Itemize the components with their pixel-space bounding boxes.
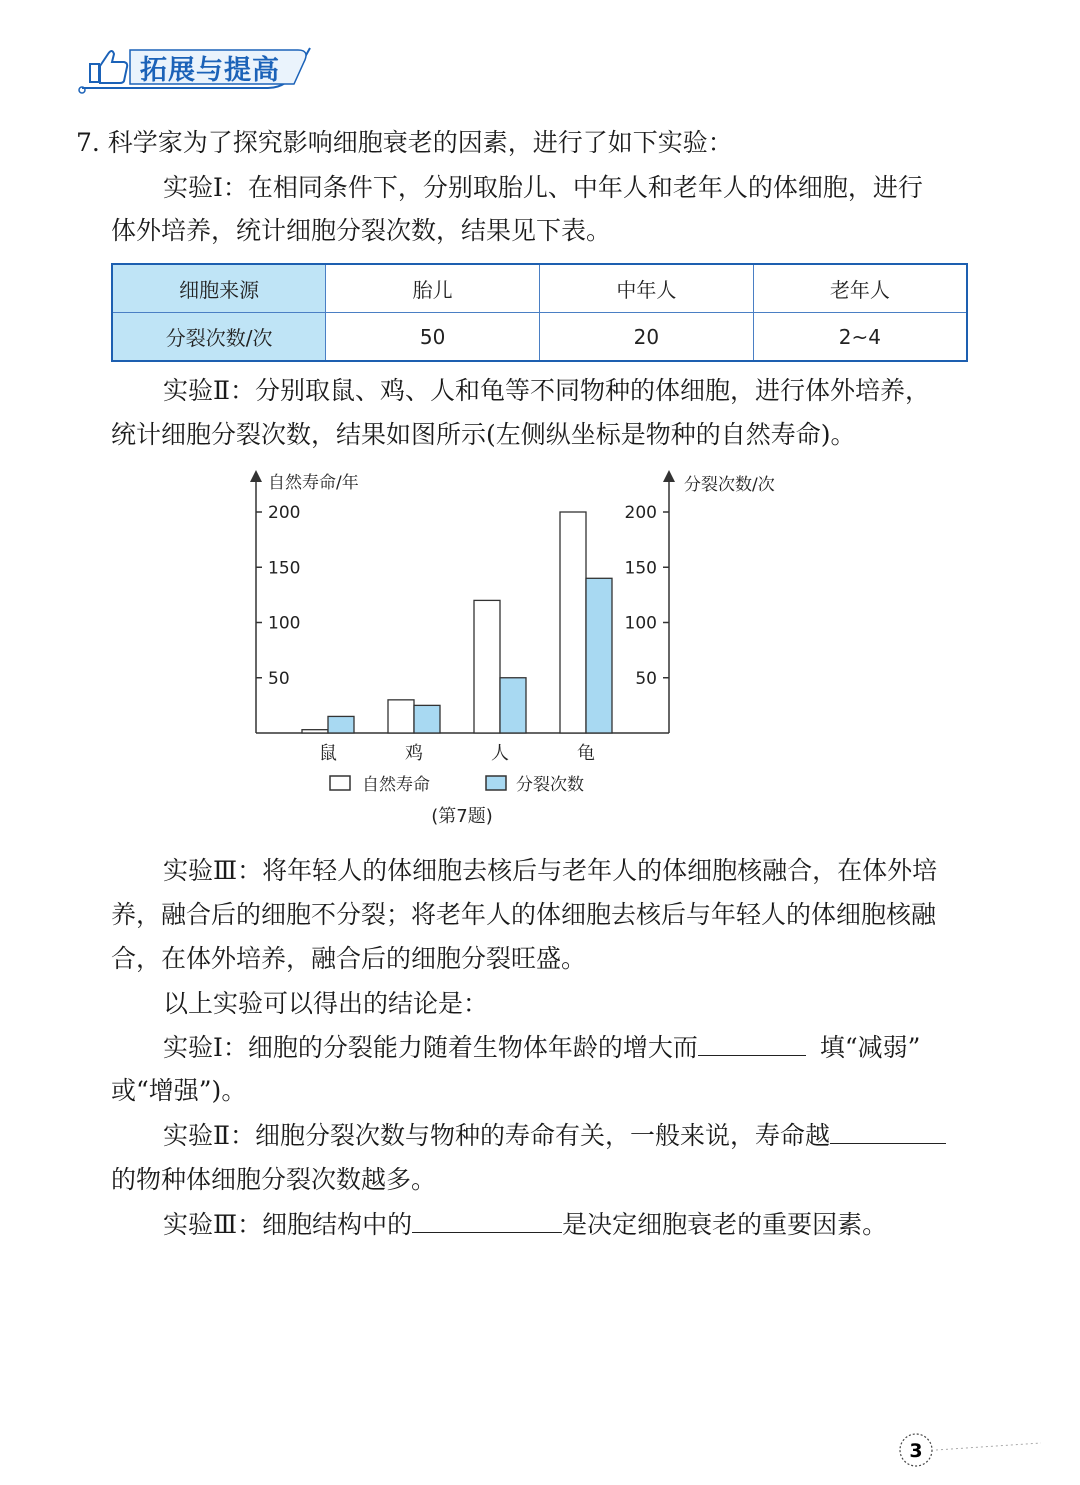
conclusion-2 [163, 1119, 946, 1153]
y-tick-right-label: 150 [624, 558, 657, 579]
category-label: 鼠 [319, 743, 337, 764]
y-tick-left-label: 50 [268, 668, 290, 689]
table-row-header: 细胞来源 [112, 264, 326, 313]
y-axis-right-label: 分裂次数/次 [684, 475, 775, 495]
y-tick-right-label: 100 [624, 613, 657, 634]
table-cell: 50 [326, 313, 540, 362]
conclusion-1-line2: 或“增强”)。 [111, 1076, 247, 1105]
answer-blank-3[interactable] [412, 1208, 562, 1233]
answer-blank-1[interactable] [698, 1031, 806, 1056]
conclusion-1-text: 实验Ⅰ：细胞的分裂能力随着生物体年龄的增大而 [163, 1033, 698, 1062]
section-title: 拓展与提高 [140, 55, 280, 86]
exp2-line1: 实验Ⅱ：分别取鼠、鸡、人和龟等不同物种的体细胞，进行体外培养， [163, 376, 930, 405]
table-row [112, 264, 967, 313]
answer-blank-2[interactable] [830, 1119, 946, 1144]
exp1-line2: 体外培养，统计细胞分裂次数，结果见下表。 [111, 216, 612, 245]
bar-lifespan-3 [560, 512, 586, 733]
y-tick-right-label: 200 [624, 503, 657, 523]
y-tick-left-label: 100 [268, 613, 301, 634]
y-tick-left-label: 150 [268, 558, 301, 579]
figure-caption: (第7题) [431, 806, 493, 827]
thumbs-up-icon [90, 51, 127, 83]
table-cell: 2~4 [753, 313, 967, 362]
chart-legend [330, 775, 584, 795]
legend-swatch-lifespan [330, 776, 350, 790]
exp3-line3: 合，在体外培养，融合后的细胞分裂旺盛。 [111, 944, 587, 973]
conclusion-3 [163, 1208, 887, 1242]
exp3-line1: 实验Ⅲ：将年轻人的体细胞去核后与老年人的体细胞核融合，在体外培 [163, 856, 938, 885]
bar-divisions-0 [328, 716, 354, 733]
bar-lifespan-1 [388, 700, 414, 733]
exp3-line2: 养，融合后的细胞不分裂；将老年人的体细胞去核后与年轻人的体细胞核融 [111, 900, 937, 929]
page-number-badge [898, 1432, 934, 1468]
y-axis-left-label: 自然寿命/年 [268, 473, 359, 493]
page-number: 3 [909, 1440, 923, 1462]
conclusion-3-text-end: 是决定细胞衰老的重要因素。 [562, 1210, 888, 1239]
legend-swatch-divisions [486, 776, 506, 790]
category-label: 鸡 [405, 743, 423, 764]
legend-label-divisions: 分裂次数 [516, 775, 584, 795]
table-header-cell: 胎儿 [326, 264, 540, 313]
category-label: 龟 [577, 743, 595, 764]
table-row [112, 313, 967, 362]
table-cell: 20 [540, 313, 754, 362]
bar-lifespan-2 [474, 600, 500, 733]
table-header-cell: 中年人 [540, 264, 754, 313]
conclusion-2-text: 实验Ⅱ：细胞分裂次数与物种的寿命有关，一般来说，寿命越 [163, 1121, 830, 1150]
category-label: 人 [491, 743, 509, 764]
table-header-cell: 老年人 [753, 264, 967, 313]
conclusion-2-line2: 的物种体细胞分裂次数越多。 [111, 1165, 437, 1194]
exp2-line2: 统计细胞分裂次数，结果如图所示(左侧纵坐标是物种的自然寿命)。 [111, 420, 856, 449]
bar-divisions-3 [586, 578, 612, 733]
page-number-trail [936, 1440, 1046, 1460]
exp1-line1: 实验Ⅰ：在相同条件下，分别取胎儿、中年人和老年人的体细胞，进行 [163, 173, 923, 202]
conclusion-intro: 以上实验可以得出的结论是： [163, 989, 489, 1018]
question-intro: 7. 科学家为了探究影响细胞衰老的因素，进行了如下实验： [76, 128, 733, 157]
data-table [111, 263, 968, 362]
y-tick-right-label: 50 [635, 668, 657, 689]
bar-chart [230, 462, 830, 832]
conclusion-3-text: 实验Ⅲ：细胞结构中的 [163, 1210, 413, 1239]
conclusion-1 [163, 1031, 920, 1065]
bar-lifespan-0 [302, 730, 328, 733]
y-tick-left-label: 200 [268, 503, 301, 523]
bar-divisions-2 [500, 678, 526, 733]
conclusion-1-hint: 填“减弱” [819, 1033, 921, 1062]
bar-divisions-1 [414, 705, 440, 733]
legend-label-lifespan: 自然寿命 [362, 775, 430, 795]
table-row-header: 分裂次数/次 [112, 313, 326, 362]
